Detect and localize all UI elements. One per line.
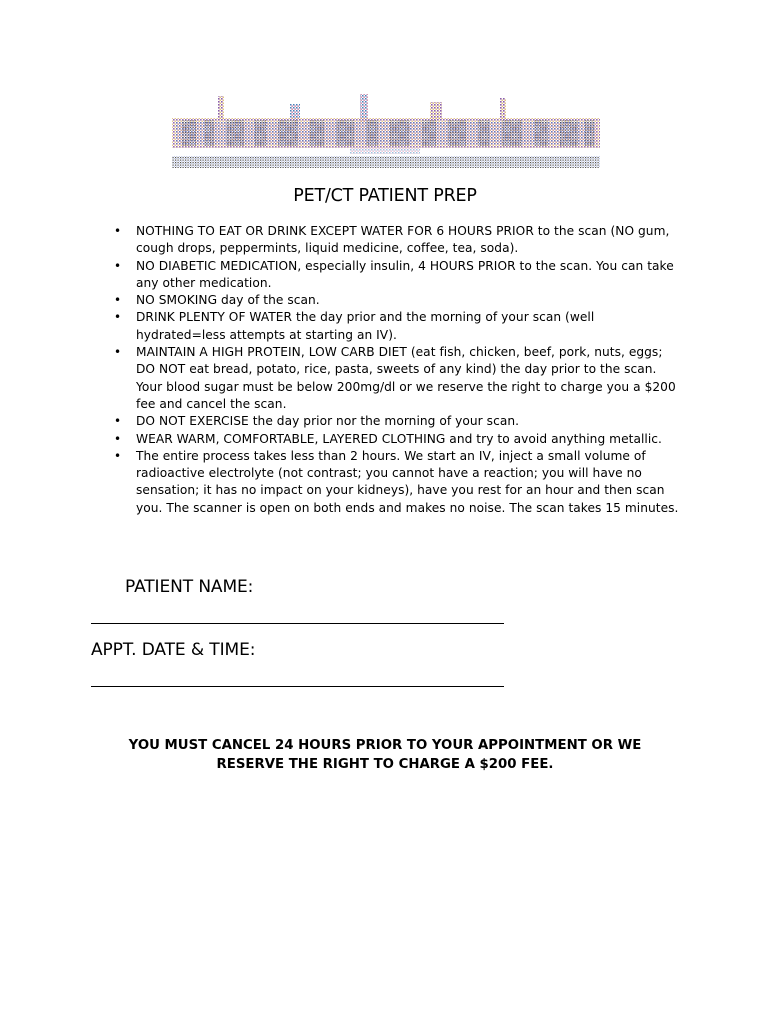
cancellation-notice (95, 736, 675, 774)
list-item (114, 431, 684, 448)
instruction-lead: WEAR WARM, COMFORTABLE, LAYERED CLOTHING (136, 431, 446, 446)
prep-instructions-list (114, 223, 684, 517)
instruction-text: The entire process takes less than 2 hours. We start an IV, inject a small volume of radioactive electrolyte (not contrast; you cannot have a reaction; you will have no sensation; it has no impact on your kidneys), have you rest for an hour and then scan you. The scanner is open on both ends and makes no noise. The scan takes 15 minutes. (136, 448, 679, 515)
instruction-text: and try to avoid anything metallic. (445, 431, 662, 446)
bullet-icon: • (114, 431, 122, 446)
appt-date-time-field[interactable] (91, 686, 504, 687)
bullet-icon: • (114, 448, 122, 463)
notice-line: YOU MUST CANCEL 24 HOURS PRIOR TO YOUR APPOINTMENT OR WE (128, 738, 642, 753)
instruction-lead: NO SMOKING (136, 293, 218, 308)
list-item (114, 413, 684, 430)
instruction-lead: DRINK PLENTY OF WATER (136, 310, 293, 325)
instruction-text: the day prior and the morning of your scan (well hydrated=less attempts at starting an IV). (136, 310, 595, 342)
bullet-icon: • (114, 414, 122, 429)
page-title: PET/CT PATIENT PREP (293, 186, 477, 206)
instruction-lead: NO DIABETIC MEDICATION (136, 258, 298, 273)
bullet-icon: • (114, 310, 122, 325)
appt-date-time-label: APPT. DATE & TIME: (91, 640, 256, 660)
list-item (114, 344, 684, 413)
instruction-text: day of the scan. (217, 293, 320, 308)
patient-name-label: PATIENT NAME: (125, 577, 254, 597)
notice-line: RESERVE THE RIGHT TO CHARGE A $200 FEE. (216, 757, 554, 772)
instruction-text: the day prior nor the morning of your scan. (248, 414, 520, 429)
patient-name-field[interactable] (91, 623, 504, 624)
instruction-text: (eat fish, chicken, beef, pork, nuts, eggs; DO NOT eat bread, potato, rice, pasta, sweets of any kind) the day prior to the scan. Your blood sugar must be below 200mg/dl or we reserve the right to charge you a $200 fee and cancel the scan. (136, 345, 676, 411)
instruction-text: , especially insulin, 4 HOURS PRIOR to the scan. You can take any other medication. (136, 258, 674, 290)
instruction-lead: MAINTAIN A HIGH PROTEIN, LOW CARB DIET (136, 345, 407, 360)
list-item (114, 309, 684, 344)
bullet-icon: • (114, 293, 122, 308)
bullet-icon: • (114, 345, 122, 360)
instruction-text: to the scan (NO gum, cough drops, peppermints, liquid medicine, coffee, tea, soda). (136, 224, 670, 256)
instruction-lead: DO NOT EXERCISE (136, 414, 249, 429)
list-item (114, 223, 684, 258)
bullet-icon: • (114, 224, 122, 238)
list-item (114, 448, 684, 517)
bullet-icon: • (114, 258, 122, 273)
list-item (114, 258, 684, 293)
instruction-lead: NOTHING TO EAT OR DRINK EXCEPT WATER FOR 6 HOURS PRIOR (136, 224, 534, 238)
list-item (114, 292, 684, 309)
clinic-logo-icon (170, 92, 602, 174)
